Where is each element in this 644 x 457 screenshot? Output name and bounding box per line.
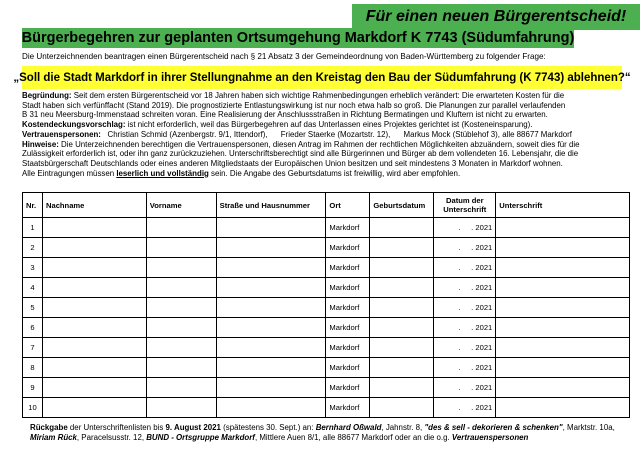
table-header-row xyxy=(23,193,630,218)
ort-cell: Markdorf xyxy=(326,258,370,278)
return-instructions xyxy=(30,423,630,444)
geburtsdatum-cell[interactable] xyxy=(370,338,434,358)
table-row xyxy=(23,238,630,258)
header-vorname: Vorname xyxy=(146,193,216,218)
begruendung-line-2: Stadt haben sich verfünffacht (Stand 2019). Die prognostizierte Entlastungswirkung ist nur noch etwa halb so groß. Die Planungen zur parallel verlaufenden xyxy=(22,100,566,110)
header-ort: Ort xyxy=(326,193,370,218)
ort-cell: Markdorf xyxy=(326,278,370,298)
table-row xyxy=(23,258,630,278)
row-number: 5 xyxy=(23,298,43,318)
intro-text: Die Unterzeichnenden beantragen einen Bürgerentscheid nach § 21 Absatz 3 der Gemeindeordnung von Baden-Württemberg zu folgender Frage: xyxy=(22,52,546,61)
header-strasse: Straße und Hausnummer xyxy=(216,193,326,218)
geburtsdatum-cell[interactable] xyxy=(370,358,434,378)
ort-cell: Markdorf xyxy=(326,338,370,358)
referendum-question: „Soll die Stadt Markdorf in ihrer Stellungnahme an den Kreistag den Bau der Südumfahrung (K 7743) ablehnen?“ xyxy=(22,66,622,89)
hinweise-line-4: Alle Eintragungen müssen leserlich und vollständig sein. Die Angabe des Geburtsdatums ist freiwillig, wird aber empfohlen. xyxy=(22,168,461,178)
strasse-cell[interactable] xyxy=(216,338,326,358)
signature-date-cell[interactable]: . . 2021 xyxy=(434,238,496,258)
row-number: 9 xyxy=(23,378,43,398)
ort-cell: Markdorf xyxy=(326,298,370,318)
unterschrift-cell[interactable] xyxy=(496,238,630,258)
ort-cell: Markdorf xyxy=(326,358,370,378)
legibility-note: leserlich und vollständig xyxy=(116,168,209,178)
vorname-cell[interactable] xyxy=(146,258,216,278)
vertrauen-label: Vertrauenspersonen: xyxy=(22,129,101,139)
vorname-cell[interactable] xyxy=(146,378,216,398)
signature-date-cell[interactable]: . . 2021 xyxy=(434,218,496,238)
geburtsdatum-cell[interactable] xyxy=(370,378,434,398)
signature-date-cell[interactable]: . . 2021 xyxy=(434,378,496,398)
signature-date-cell[interactable]: . . 2021 xyxy=(434,358,496,378)
hinweise-label: Hinweise: xyxy=(22,139,59,149)
signature-date-cell[interactable]: . . 2021 xyxy=(434,318,496,338)
strasse-cell[interactable] xyxy=(216,278,326,298)
vorname-cell[interactable] xyxy=(146,338,216,358)
unterschrift-cell[interactable] xyxy=(496,218,630,238)
strasse-cell[interactable] xyxy=(216,238,326,258)
header-unterschrift: Unterschrift xyxy=(496,193,630,218)
explanation-block xyxy=(22,91,632,178)
geburtsdatum-cell[interactable] xyxy=(370,218,434,238)
unterschrift-cell[interactable] xyxy=(496,378,630,398)
footer-line-1: Rückgabe der Unterschriftenlisten bis 9. August 2021 (spätestens 30. Sept.) an: Bernhard Oßwald, Jahnstr. 8, "des & sell - dekorieren & schenken", Marktstr. 10a, xyxy=(30,423,615,432)
geburtsdatum-cell[interactable] xyxy=(370,298,434,318)
row-number: 1 xyxy=(23,218,43,238)
table-row xyxy=(23,278,630,298)
strasse-cell[interactable] xyxy=(216,258,326,278)
vorname-cell[interactable] xyxy=(146,278,216,298)
begruendung-line-1: Begründung: Seit dem ersten Bürgerentscheid vor 18 Jahren haben sich wichtige Rahmenbedingungen erheblich verändert: Die erwarteten Kosten für die xyxy=(22,91,565,100)
signature-date-cell[interactable]: . . 2021 xyxy=(434,398,496,418)
vorname-cell[interactable] xyxy=(146,238,216,258)
unterschrift-cell[interactable] xyxy=(496,358,630,378)
geburtsdatum-cell[interactable] xyxy=(370,278,434,298)
strasse-cell[interactable] xyxy=(216,218,326,238)
nachname-cell[interactable] xyxy=(42,378,146,398)
row-number: 6 xyxy=(23,318,43,338)
row-number: 3 xyxy=(23,258,43,278)
page-title: Bürgerbegehren zur geplanten Ortsumgehung Markdorf K 7743 (Südumfahrung) xyxy=(21,30,575,46)
ort-cell: Markdorf xyxy=(326,218,370,238)
strasse-cell[interactable] xyxy=(216,298,326,318)
geburtsdatum-cell[interactable] xyxy=(370,258,434,278)
row-number: 8 xyxy=(23,358,43,378)
signature-table xyxy=(22,192,630,418)
signature-date-cell[interactable]: . . 2021 xyxy=(434,298,496,318)
nachname-cell[interactable] xyxy=(42,238,146,258)
footer-line-2: Miriam Rück, Paracelsusstr. 12, BUND - Ortsgruppe Markdorf, Mittlere Auen 8/1, alle 88677 Markdorf oder an die o.g. Vertrauenspersonen xyxy=(30,433,529,443)
table-row xyxy=(23,338,630,358)
table-row xyxy=(23,218,630,238)
ort-cell: Markdorf xyxy=(326,398,370,418)
strasse-cell[interactable] xyxy=(216,318,326,338)
strasse-cell[interactable] xyxy=(216,358,326,378)
geburtsdatum-cell[interactable] xyxy=(370,398,434,418)
unterschrift-cell[interactable] xyxy=(496,298,630,318)
kosten-label: Kostendeckungsvorschlag: xyxy=(22,120,126,130)
vorname-cell[interactable] xyxy=(146,398,216,418)
geburtsdatum-cell[interactable] xyxy=(370,238,434,258)
unterschrift-cell[interactable] xyxy=(496,318,630,338)
unterschrift-cell[interactable] xyxy=(496,338,630,358)
nachname-cell[interactable] xyxy=(42,398,146,418)
row-number: 2 xyxy=(23,238,43,258)
vorname-cell[interactable] xyxy=(146,358,216,378)
nachname-cell[interactable] xyxy=(42,278,146,298)
table-row xyxy=(23,298,630,318)
hinweise-line-1: Hinweise: Die Unterzeichnenden berechtigen die Vertrauenspersonen, diesen Antrag im Rahmen der rechtlichen Möglichkeiten abzuändern, soweit dies für die xyxy=(22,139,580,149)
vorname-cell[interactable] xyxy=(146,298,216,318)
vorname-cell[interactable] xyxy=(146,318,216,338)
table-row xyxy=(23,378,630,398)
ort-cell: Markdorf xyxy=(326,318,370,338)
signature-date-cell[interactable]: . . 2021 xyxy=(434,338,496,358)
table-row xyxy=(23,318,630,338)
header-geburtsdatum: Geburtsdatum xyxy=(370,193,434,218)
vertrauen-line: Vertrauenspersonen: Christian Schmid (Azenbergstr. 9/1, Ittendorf), Frieder Staerke (Mozartstr. 12), Markus Mock (Stüblehof 3), alle 88677 Markdorf xyxy=(22,129,572,139)
signature-date-cell[interactable]: . . 2021 xyxy=(434,258,496,278)
header-nr: Nr. xyxy=(23,193,43,218)
nachname-cell[interactable] xyxy=(42,358,146,378)
hinweise-line-2: Zulässigkeit erforderlich ist, oder ihn ganz zurückzuziehen. Unterschriftsberechtigt sind alle Bürgerinnen und Bürger ab dem vollendeten 16. Lebensjahr, die die xyxy=(22,149,579,159)
header-nachname: Nachname xyxy=(42,193,146,218)
table-row xyxy=(23,358,630,378)
nachname-cell[interactable] xyxy=(42,318,146,338)
begruendung-line-3: B 31 neu Meersburg-Immenstaad schreiten voran. Eine Realisierung der Anschlussstraßen in Richtung Bermatingen und Kluftern ist nicht zu erwarten. xyxy=(22,110,548,120)
row-number: 4 xyxy=(23,278,43,298)
nachname-cell[interactable] xyxy=(42,338,146,358)
row-number: 7 xyxy=(23,338,43,358)
ort-cell: Markdorf xyxy=(326,238,370,258)
strasse-cell[interactable] xyxy=(216,398,326,418)
header-datum: Datum der Unterschrift xyxy=(434,193,496,218)
nachname-cell[interactable] xyxy=(42,218,146,238)
ort-cell: Markdorf xyxy=(326,378,370,398)
unterschrift-cell[interactable] xyxy=(496,278,630,298)
table-row xyxy=(23,398,630,418)
unterschrift-cell[interactable] xyxy=(496,398,630,418)
signature-date-cell[interactable]: . . 2021 xyxy=(434,278,496,298)
campaign-banner: Für einen neuen Bürgerentscheid! xyxy=(352,4,640,30)
geburtsdatum-cell[interactable] xyxy=(370,318,434,338)
nachname-cell[interactable] xyxy=(42,258,146,278)
hinweise-line-3: Staatsbürgerschaft Deutschlands oder eines anderen Mitgliedstaats der Europäischen Union besitzen und seit mindestens 3 Monaten in Markdorf wohnen. xyxy=(22,158,563,168)
vorname-cell[interactable] xyxy=(146,218,216,238)
deadline: 9. August 2021 xyxy=(165,423,221,432)
row-number: 10 xyxy=(23,398,43,418)
strasse-cell[interactable] xyxy=(216,378,326,398)
unterschrift-cell[interactable] xyxy=(496,258,630,278)
kosten-line: Kostendeckungsvorschlag: ist nicht erforderlich, weil das Bürgerbegehren auf das Unterlassen eines Projektes gerichtet ist (Kosteneinsparung). xyxy=(22,120,533,130)
nachname-cell[interactable] xyxy=(42,298,146,318)
begruendung-label: Begründung: xyxy=(22,91,72,100)
